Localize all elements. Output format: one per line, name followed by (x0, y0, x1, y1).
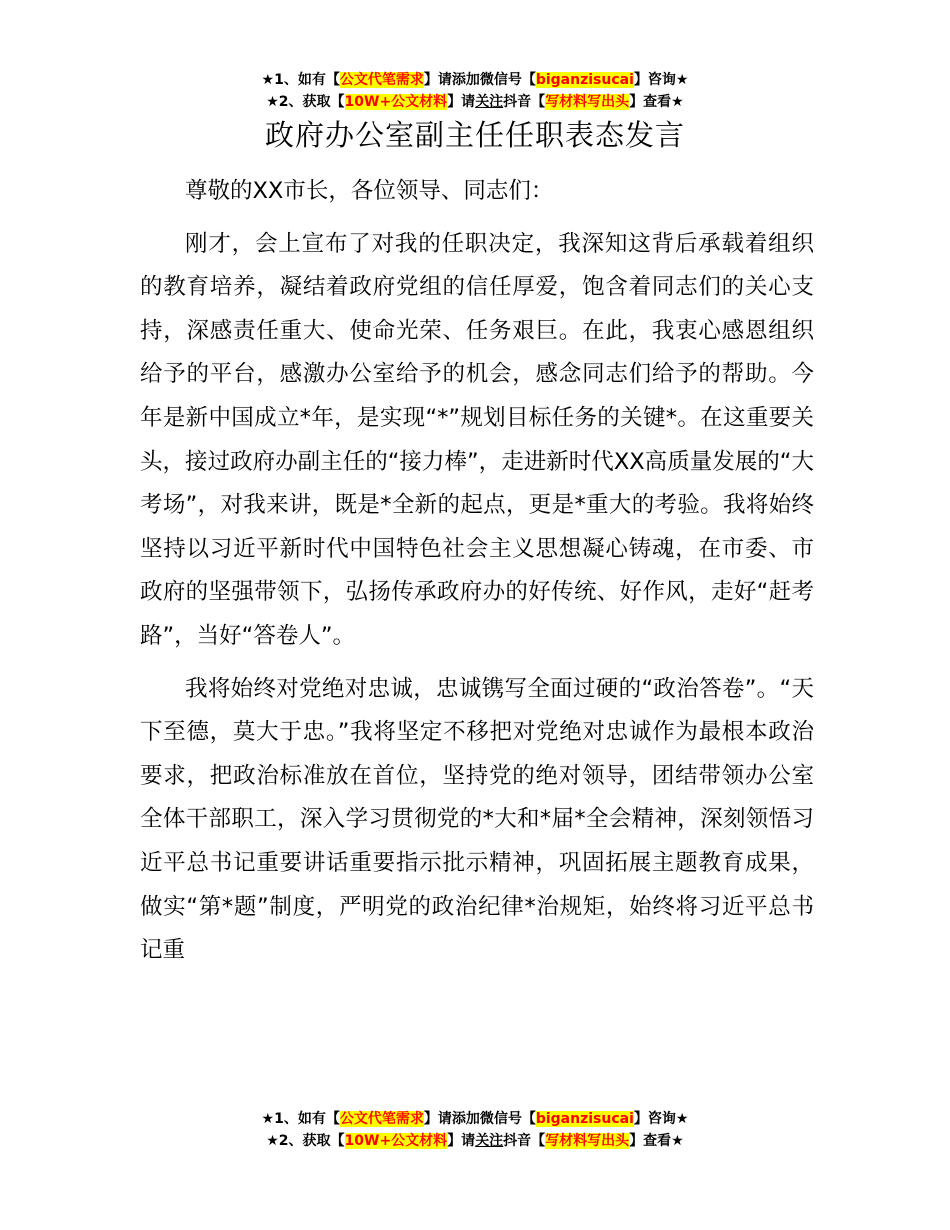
banner-line-1 (0, 69, 950, 91)
banner-highlight: 公文代笔需求 (339, 72, 424, 88)
banner-highlight: biganzisucai (535, 1111, 634, 1127)
banner-highlight: 写材料写出头 (545, 94, 630, 110)
banner-text: 】查看★ (629, 94, 684, 110)
banner-text: 】请添加微信号【 (423, 1111, 536, 1127)
banner-line-1 (0, 1108, 950, 1130)
salutation: 尊敬的XX市长，各位领导、同志们： (185, 178, 554, 204)
banner-highlight: 10W+公文材料 (344, 94, 448, 110)
footer-banner (0, 1108, 950, 1152)
banner-highlight: biganzisucai (535, 72, 634, 88)
banner-text: 抖音【 (503, 94, 546, 110)
banner-underlined: 关注 (475, 1133, 504, 1149)
banner-text: 抖音【 (503, 1133, 546, 1149)
paragraph-1: 刚才，会上宣布了对我的任职决定，我深知这背后承载着组织的教育培养，凝结着政府党组的信任厚爱，饱含着同志们的关心支持，深感责任重大、使命光荣、任务艰巨。在此，我衷心感恩组织给予的平台，感激办公室给予的机会，感念同志们给予的帮助。今年是新中国成立*年，是实现“*”规划目标任务的关键*。在这重要关头，接过政府办副主任的“接力棒”，走进新时代XX高质量发展的“大考场”，对我来讲，既是*全新的起点，更是*重大的考验。我将始终坚持以习近平新时代中国特色社会主义思想凝心铸魂，在市委、市政府的坚强带领下，弘扬传承政府办的好传统、好作风，走好“赶考路”，当好“答卷人”。 (140, 230, 814, 649)
banner-text: 】请添加微信号【 (423, 72, 536, 88)
banner-text: 】请 (447, 1133, 476, 1149)
banner-text: ★2、获取【 (266, 94, 345, 110)
banner-text: 】咨询★ (633, 1111, 689, 1127)
document-body (140, 170, 814, 973)
banner-line-2 (0, 91, 950, 113)
banner-text: ★2、获取【 (266, 1133, 345, 1149)
banner-line-2 (0, 1130, 950, 1152)
banner-highlight: 写材料写出头 (545, 1133, 630, 1149)
page-title: 政府办公室副主任任职表态发言 (264, 118, 685, 152)
paragraph-2: 我将始终对党绝对忠诚，忠诚镌写全面过硬的“政治答卷”。“天下至德，莫大于忠。”我将坚定不移把对党绝对忠诚作为最根本政治要求，把政治标准放在首位，坚持党的绝对领导，团结带领办公室全体干部职工，深入学习贯彻党的*大和*届*全会精神，深刻领悟习近平总书记重要讲话重要指示批示精神，巩固拓展主题教育成果，做实“第*题”制度，严明党的政治纪律*治规矩，始终将习近平总书记重 (140, 675, 814, 964)
banner-text: 】咨询★ (633, 72, 689, 88)
banner-text: 】请 (447, 94, 476, 110)
banner-text: ★1、如有【 (261, 1111, 340, 1127)
banner-text: 】查看★ (629, 1133, 684, 1149)
banner-underlined: 关注 (475, 94, 504, 110)
banner-highlight: 公文代笔需求 (339, 1111, 424, 1127)
header-banner (0, 69, 950, 113)
banner-highlight: 10W+公文材料 (344, 1133, 448, 1149)
banner-text: ★1、如有【 (261, 72, 340, 88)
